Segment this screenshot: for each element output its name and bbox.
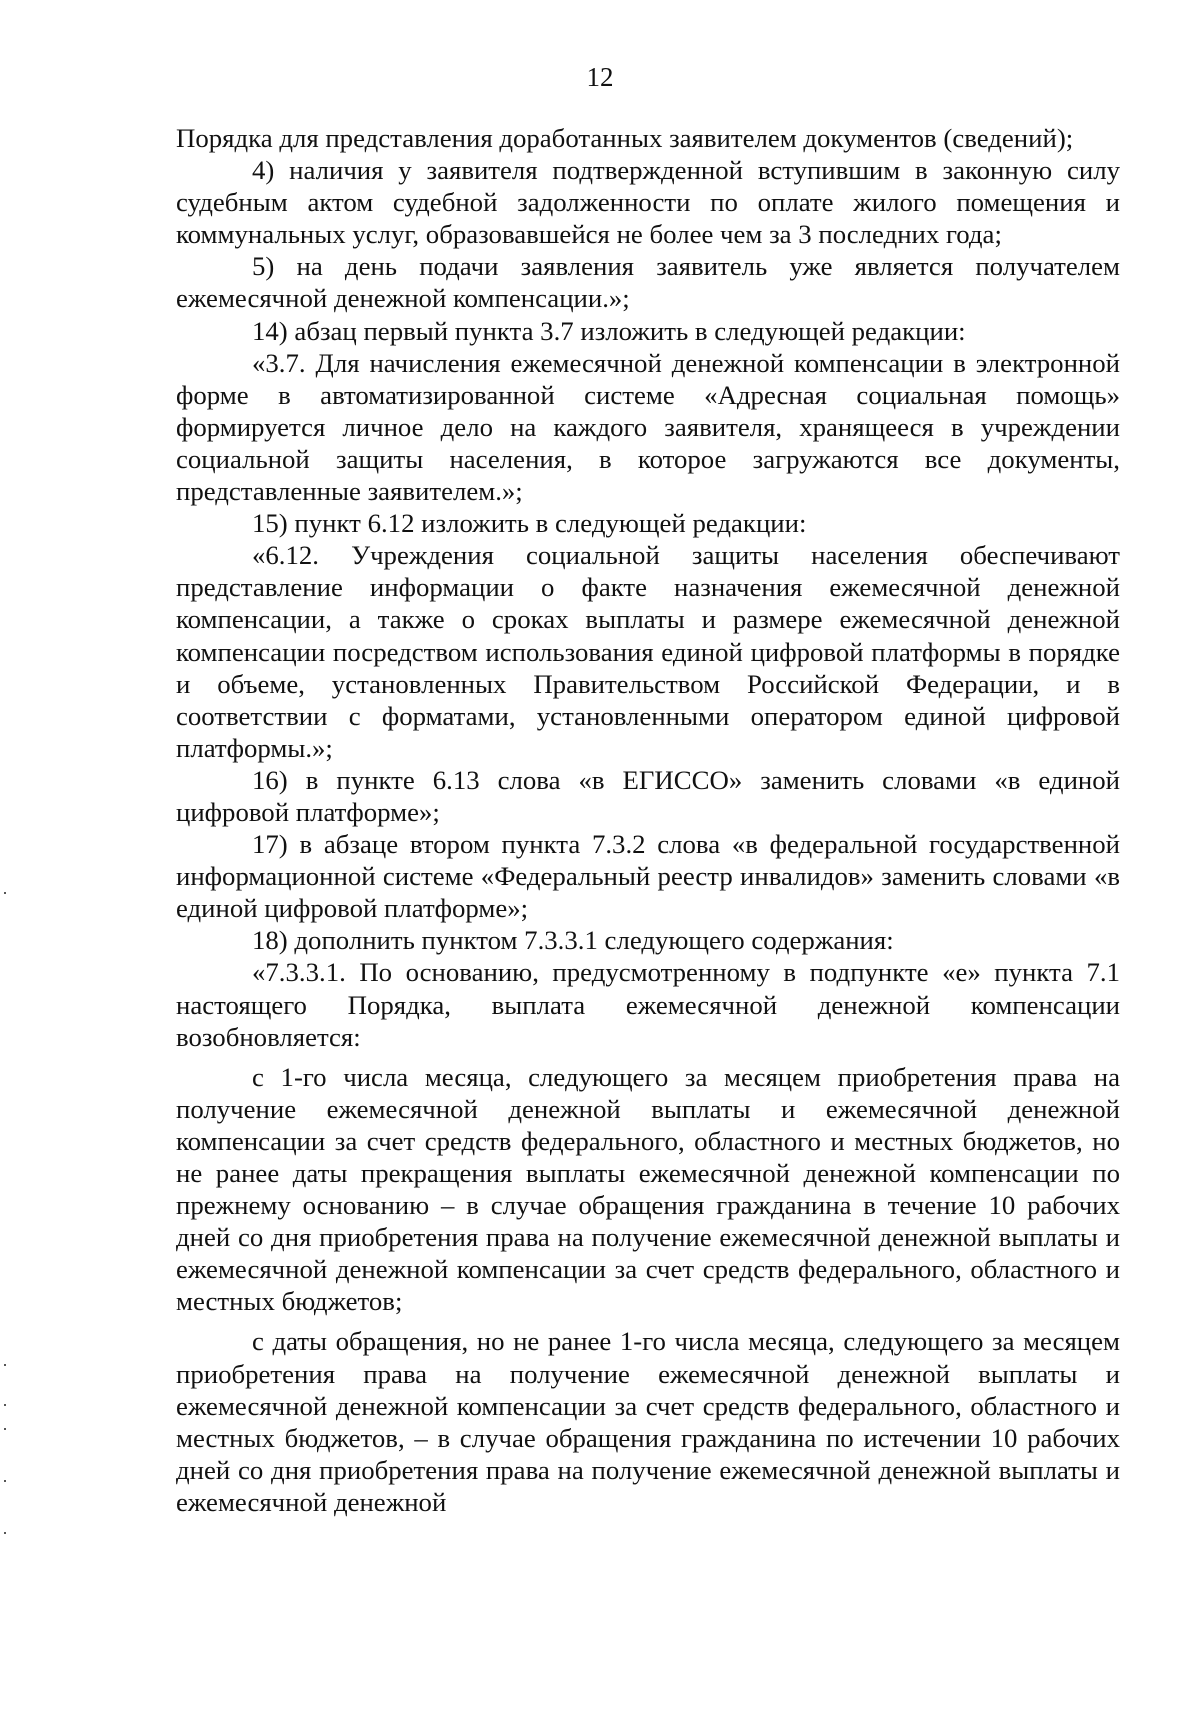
paragraph-amendment-18: 18) дополнить пунктом 7.3.3.1 следующего содержания: <box>252 925 894 956</box>
paragraph-case-after-10-days: с даты обращения, но не ранее 1-го числа месяца, следующего за месяцем приобретения права на получение ежемесячной денежной выплаты и ежемесячной денежной компенсации за счет средств федерального, областного и местных бюджетов, – в случае обращения гражданина по истечении 10 рабочих дней со дня приобретения права на получение ежемесячной денежной выплаты и ежемесячной денежной <box>176 1326 1120 1517</box>
document-body <box>176 122 1120 1518</box>
scan-mark <box>4 1480 6 1482</box>
paragraph-item-4: 4) наличия у заявителя подтвержденной вступившим в законную силу судебным актом судебной задолженности по оплате жилого помещения и коммунальных услуг, образовавшейся не более чем за 3 последних года; <box>176 155 1120 250</box>
paragraph-amendment-17: 17) в абзаце втором пункта 7.3.2 слова «в федеральной государственной информационной системе «Федеральный реестр инвалидов» заменить словами «в единой цифровой платформе»; <box>176 829 1120 924</box>
paragraph-amendment-14: 14) абзац первый пункта 3.7 изложить в следующей редакции: <box>252 315 966 346</box>
paragraph-clause-3-7: «3.7. Для начисления ежемесячной денежной компенсации в электронной форме в автоматизированной системе «Адресная социальная помощь» формируется личное дело на каждого заявителя, хранящееся в учреждении социальной защиты населения, в которое загружаются все документы, представленные заявителем.»; <box>176 347 1120 507</box>
page-number: 12 <box>586 62 614 92</box>
paragraph-item-5: 5) на день подачи заявления заявитель уже является получателем ежемесячной денежной компенсации.»; <box>176 251 1120 314</box>
scan-mark <box>4 892 6 894</box>
paragraph-amendment-16: 16) в пункте 6.13 слова «в ЕГИССО» заменить словами «в единой цифровой платформе»; <box>176 764 1120 827</box>
paragraph-clause-6-12: «6.12. Учреждения социальной защиты населения обеспечивают представление информации о факте назначения ежемесячной денежной компенсации, а также о сроках выплаты и размере ежемесячной денежной компенсации посредством использования единой цифровой платформы в порядке и объеме, установленных Правительством Российской Федерации, и в соответствии с форматами, установленными оператором единой цифровой платформы.»; <box>176 540 1120 763</box>
scan-mark <box>4 1404 6 1406</box>
paragraph-clause-7-3-3-1: «7.3.3.1. По основанию, предусмотренному в подпункте «е» пункта 7.1 настоящего Порядка, выплата ежемесячной денежной компенсации возобновляется: <box>176 957 1120 1052</box>
paragraph-case-within-10-days: с 1-го числа месяца, следующего за месяцем приобретения права на получение ежемесячной денежной выплаты и ежемесячной денежной компенсации за счет средств федерального, областного и местных бюджетов, но не ранее даты прекращения выплаты ежемесячной денежной компенсации по прежнему основанию – в случае обращения гражданина в течение 10 рабочих дней со дня приобретения права на получение ежемесячной денежной выплаты и ежемесячной денежной компенсации за счет средств федерального, областного и местных бюджетов; <box>176 1061 1120 1317</box>
paragraph-amendment-15: 15) пункт 6.12 изложить в следующей редакции: <box>252 508 807 539</box>
scan-mark <box>4 1428 6 1430</box>
scan-mark <box>4 1532 6 1534</box>
paragraph-continuation: Порядка для представления доработанных заявителем документов (сведений); <box>176 123 1074 153</box>
scan-mark <box>4 1364 6 1366</box>
